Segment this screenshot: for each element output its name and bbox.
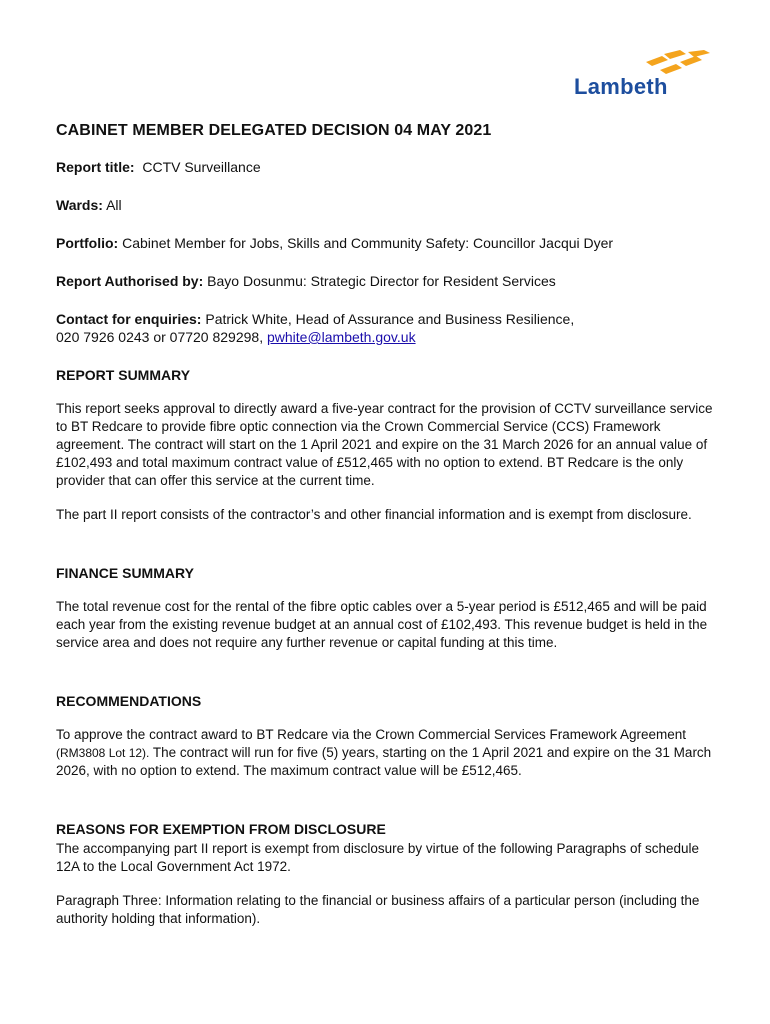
document-body bbox=[56, 122, 716, 944]
exemption-heading: REASONS FOR EXEMPTION FROM DISCLOSURE bbox=[56, 821, 386, 837]
contact-field bbox=[56, 310, 716, 346]
exemption-paragraph-2: Paragraph Three: Information relating to the financial or business affairs of a particular person (including the authority holding that information). bbox=[56, 893, 700, 926]
wards-label: Wards: bbox=[56, 197, 103, 213]
portfolio-value: Cabinet Member for Jobs, Skills and Community Safety: Councillor Jacqui Dyer bbox=[122, 235, 614, 251]
finance-summary-heading: FINANCE SUMMARY bbox=[56, 565, 194, 581]
report-summary-paragraph-2: The part II report consists of the contractor’s and other financial information and is exempt from disclosure. bbox=[56, 507, 692, 522]
authorised-by-field bbox=[56, 272, 716, 290]
report-title-field bbox=[56, 158, 716, 176]
report-title-label: Report title: bbox=[56, 159, 135, 175]
authorised-by-value: Bayo Dosunmu: Strategic Director for Resident Services bbox=[207, 273, 556, 289]
portfolio-field bbox=[56, 234, 716, 252]
portfolio-label: Portfolio: bbox=[56, 235, 119, 251]
recommendations-text-end: The contract will run for five (5) years, starting on the 1 April 2021 and expire on the 31 March 2026, with no option to extend. The maximum contract value will be £512,465. bbox=[56, 745, 712, 778]
contact-value: Patrick White, Head of Assurance and Business Resilience, bbox=[205, 311, 575, 327]
recommendations-heading: RECOMMENDATIONS bbox=[56, 693, 202, 709]
contact-label: Contact for enquiries: bbox=[56, 311, 202, 327]
finance-summary-paragraph: The total revenue cost for the rental of the fibre optic cables over a 5-year period is £512,465 and will be paid each year from the existing revenue budget at an annual cost of £102,493. This revenue budget is held in the service area and does not require any further revenue or capital funding at this time. bbox=[56, 599, 708, 650]
contact-line-2 bbox=[56, 328, 716, 346]
recommendations-paragraph bbox=[56, 726, 716, 780]
report-title-value: CCTV Surveillance bbox=[142, 159, 261, 175]
report-summary-heading: REPORT SUMMARY bbox=[56, 367, 191, 383]
recommendations-text-start: To approve the contract award to BT Redcare via the Crown Commercial Services Framework Agreement bbox=[56, 727, 687, 742]
document-title: CABINET MEMBER DELEGATED DECISION 04 MAY 2021 bbox=[56, 122, 492, 139]
exemption-paragraph-1: The accompanying part II report is exempt from disclosure by virtue of the following Paragraphs of schedule 12A to the Local Government Act 1972. bbox=[56, 841, 700, 874]
wards-value: All bbox=[106, 197, 122, 213]
contact-phones: 020 7926 0243 or 07720 829298, bbox=[56, 329, 264, 345]
wards-field bbox=[56, 196, 716, 214]
lambeth-logo bbox=[572, 50, 712, 102]
authorised-by-label: Report Authorised by: bbox=[56, 273, 204, 289]
recommendations-framework-ref: (RM3808 Lot 12). bbox=[56, 746, 150, 760]
lambeth-logo-text: Lambeth bbox=[574, 74, 668, 99]
contact-email-link[interactable]: pwhite@lambeth.gov.uk bbox=[266, 329, 416, 345]
report-summary-paragraph-1: This report seeks approval to directly award a five-year contract for the provision of CCTV surveillance service to BT Redcare to provide fibre optic connection via the Crown Commercial Service (CCS) Framework agreement. The contract will start on the 1 April 2021 and expire on the 31 March 2026 for an annual value of £102,493 and total maximum contract value of £512,465 with no option to extend. BT Redcare is the only provider that can offer this service at the current time. bbox=[56, 401, 713, 488]
